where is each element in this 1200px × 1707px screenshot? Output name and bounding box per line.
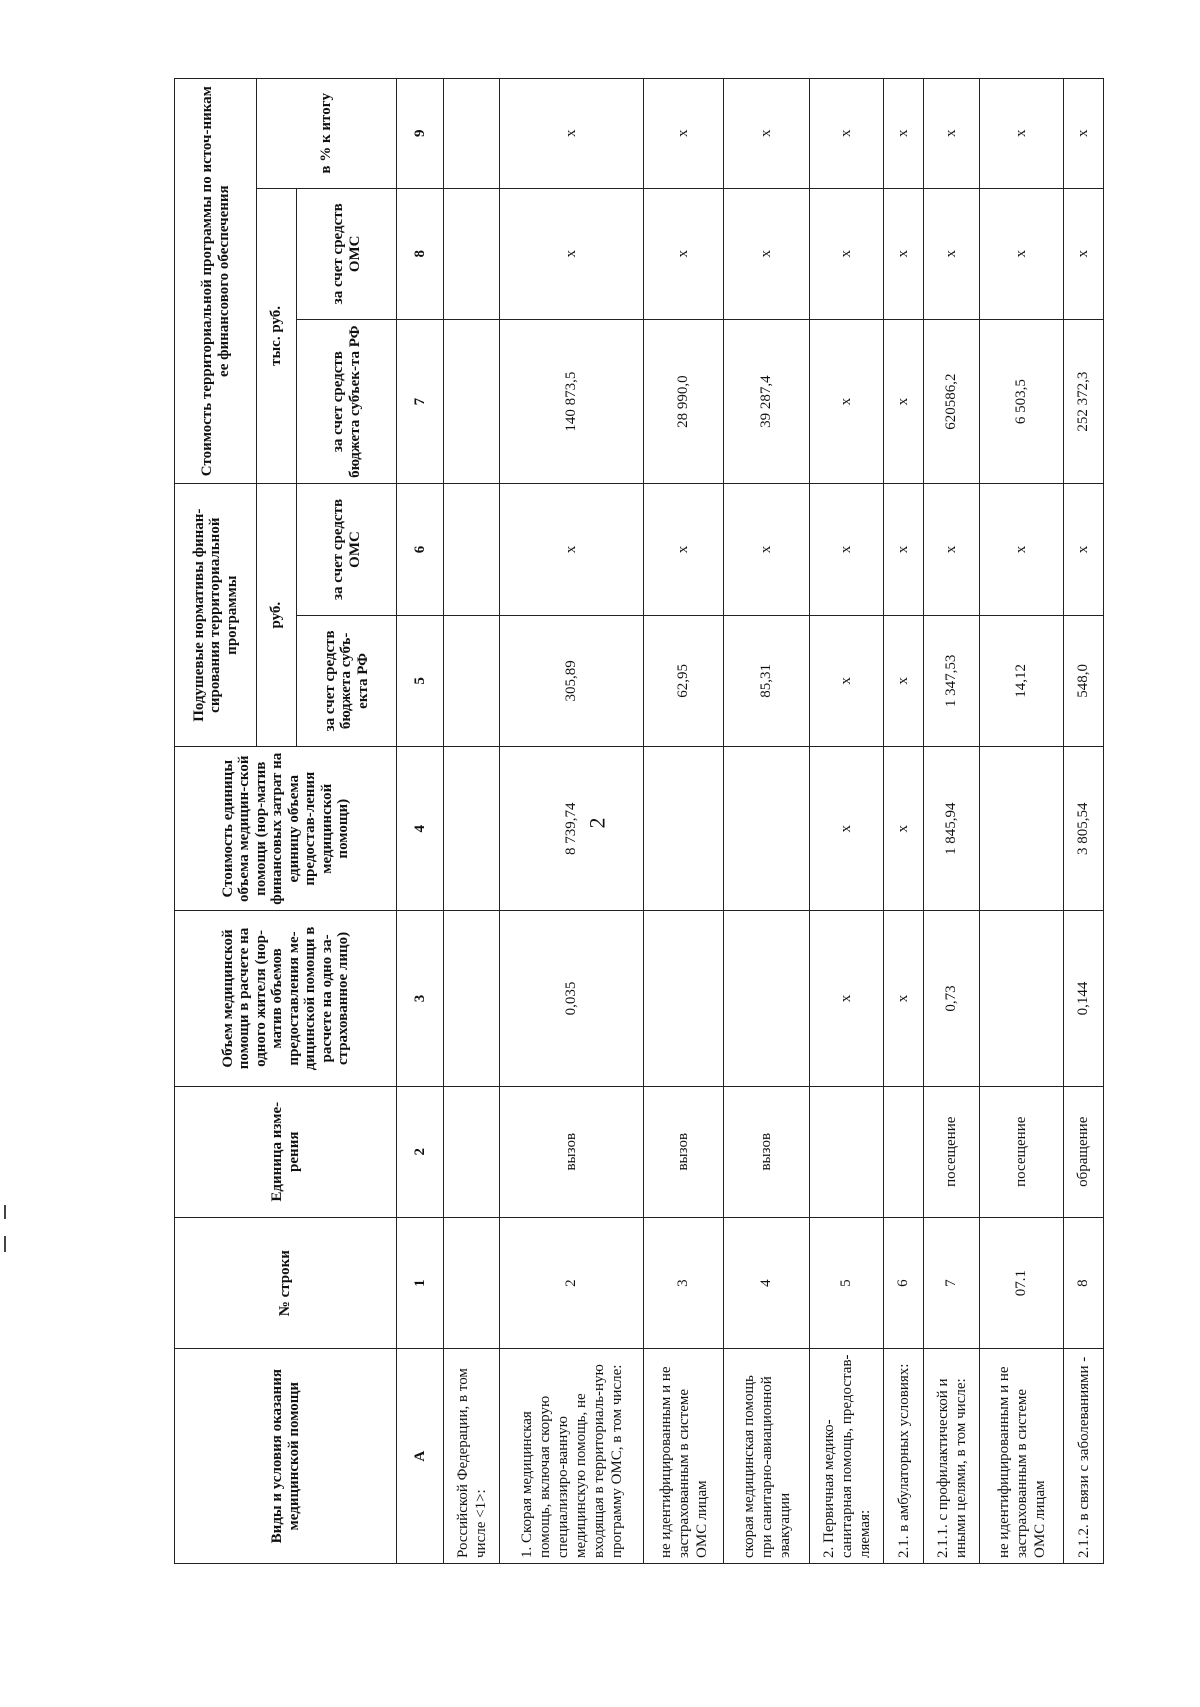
unit-cost-cell: х: [884, 747, 924, 911]
volume-cell: 0,144: [1064, 911, 1104, 1086]
header-col-6: за счет средств ОМС: [297, 484, 397, 615]
table-row: [644, 79, 724, 1564]
percent-cell: х: [500, 79, 644, 189]
unit-cell: посещение: [924, 1086, 980, 1217]
cost-budget-cell: 140 873,5: [500, 320, 644, 484]
volume-cell: [444, 911, 500, 1086]
row-label: 2.1. в амбулаторных условиях:: [884, 1349, 924, 1564]
column-number: 3: [397, 911, 444, 1086]
norm-oms-cell: [444, 484, 500, 615]
row-label: не идентифицированным и не застрахованным в системе ОМС лицам: [644, 1349, 724, 1564]
unit-cell: вызов: [724, 1086, 810, 1217]
percent-cell: х: [924, 79, 980, 189]
percent-cell: х: [724, 79, 810, 189]
unit-cost-cell: 1 845,94: [924, 747, 980, 911]
unit-cost-cell: х: [810, 747, 884, 911]
header-col-2: Единица изме-рения: [175, 1086, 397, 1217]
norm-budget-cell: 62,95: [644, 615, 724, 746]
row-number: 3: [644, 1217, 724, 1348]
row-label: 2.1.2. в связи с заболеваниями -: [1064, 1349, 1104, 1564]
row-number: 6: [884, 1217, 924, 1348]
unit-cost-cell: [644, 747, 724, 911]
cost-oms-cell: х: [884, 188, 924, 319]
unit-cost-cell: 8 739,74: [500, 747, 644, 911]
unit-cost-cell: [980, 747, 1064, 911]
page-number: 2: [584, 817, 610, 829]
margin-mark: [4, 1205, 6, 1219]
header-col-a: Виды и условия оказания медицинской помощи: [175, 1349, 397, 1564]
cost-budget-cell: [444, 320, 500, 484]
column-number-row: [397, 79, 444, 1564]
cost-budget-cell: 620586,2: [924, 320, 980, 484]
volume-cell: [724, 911, 810, 1086]
norm-oms-cell: х: [924, 484, 980, 615]
header-col-5: за счет средств бюджета субъ-екта РФ: [297, 615, 397, 746]
row-label: скорая медицинская помощь при санитарно-авиационной эвакуации: [724, 1349, 810, 1564]
norm-budget-cell: [444, 615, 500, 746]
cost-budget-cell: 252 372,3: [1064, 320, 1104, 484]
header-col-8: за счет средств ОМС: [297, 188, 397, 319]
percent-cell: х: [884, 79, 924, 189]
cost-budget-cell: 28 990,0: [644, 320, 724, 484]
row-number: 7: [924, 1217, 980, 1348]
row-number: [444, 1217, 500, 1348]
table-row: [724, 79, 810, 1564]
row-number: 2: [500, 1217, 644, 1348]
unit-cost-cell: [444, 747, 500, 911]
row-number: 8: [1064, 1217, 1104, 1348]
percent-cell: х: [980, 79, 1064, 189]
cost-budget-cell: 39 287,4: [724, 320, 810, 484]
cost-oms-cell: х: [644, 188, 724, 319]
row-label: 2. Первичная медико-санитарная помощь, предостав-ляемая:: [810, 1349, 884, 1564]
table-row: [884, 79, 924, 1564]
margin-mark: [4, 1236, 6, 1252]
volume-cell: х: [884, 911, 924, 1086]
unit-cell: [810, 1086, 884, 1217]
norm-budget-cell: х: [884, 615, 924, 746]
cost-budget-cell: х: [884, 320, 924, 484]
percent-cell: х: [1064, 79, 1104, 189]
cost-oms-cell: х: [1064, 188, 1104, 319]
table-row: [444, 79, 500, 1564]
volume-cell: [980, 911, 1064, 1086]
norm-oms-cell: х: [500, 484, 644, 615]
volume-cell: [644, 911, 724, 1086]
cost-oms-cell: х: [500, 188, 644, 319]
norm-budget-cell: 1 347,53: [924, 615, 980, 746]
unit-cell: [444, 1086, 500, 1217]
cost-oms-cell: [444, 188, 500, 319]
cost-oms-cell: х: [810, 188, 884, 319]
cost-budget-cell: х: [810, 320, 884, 484]
percent-cell: х: [644, 79, 724, 189]
cost-oms-cell: х: [980, 188, 1064, 319]
cost-oms-cell: х: [924, 188, 980, 319]
header-norms-unit: руб.: [257, 484, 297, 747]
column-number: 5: [397, 615, 444, 746]
row-label: не идентифицированным и не застрахованным в системе ОМС лицам: [980, 1349, 1064, 1564]
table-row: [1064, 79, 1104, 1564]
norm-oms-cell: х: [810, 484, 884, 615]
volume-cell: 0,73: [924, 911, 980, 1086]
column-number: 7: [397, 320, 444, 484]
norm-budget-cell: х: [810, 615, 884, 746]
norm-oms-cell: х: [1064, 484, 1104, 615]
header-cost-unit: тыс. руб.: [257, 188, 297, 484]
norm-budget-cell: 14,12: [980, 615, 1064, 746]
column-number: 8: [397, 188, 444, 319]
table-row: [924, 79, 980, 1564]
row-label: 2.1.1. с профилактической и иными целями, в том числе:: [924, 1349, 980, 1564]
cost-oms-cell: х: [724, 188, 810, 319]
percent-cell: [444, 79, 500, 189]
percent-cell: х: [810, 79, 884, 189]
document-table: [174, 78, 1098, 1564]
cost-budget-cell: 6 503,5: [980, 320, 1064, 484]
unit-cell: обращение: [1064, 1086, 1104, 1217]
row-label: 1. Скорая медицинская помощь, включая скорую специализиро-ванную медицинскую помощь, не входящая в территориаль-ную программу ОМС, в том числе:: [500, 1349, 644, 1564]
volume-cell: х: [810, 911, 884, 1086]
unit-cost-cell: [724, 747, 810, 911]
header-col-9: в % к итогу: [257, 79, 397, 189]
column-number: А: [397, 1349, 444, 1564]
unit-cell: вызов: [500, 1086, 644, 1217]
header-col-1: № строки: [175, 1217, 397, 1348]
column-number: 6: [397, 484, 444, 615]
row-number: 4: [724, 1217, 810, 1348]
unit-cell: вызов: [644, 1086, 724, 1217]
norm-budget-cell: 548,0: [1064, 615, 1104, 746]
norm-budget-cell: 85,31: [724, 615, 810, 746]
norm-oms-cell: х: [980, 484, 1064, 615]
column-number: 9: [397, 79, 444, 189]
row-number: 5: [810, 1217, 884, 1348]
header-col-3: Объем медицинской помощи в расчете на одного жителя (нор-матив объемов предоставления ме-дицинской помощи в расчете на одно за-страхованное лицо): [175, 911, 397, 1086]
rates-table: [174, 78, 1104, 1564]
header-col-4: Стоимость единицы объема медицин-ской помощи (нор-матив финансовых затрат на единицу объема предостав-ления медицинской помощи): [175, 747, 397, 911]
column-number: 4: [397, 747, 444, 911]
norm-budget-cell: 305,89: [500, 615, 644, 746]
table-row: [500, 79, 644, 1564]
table-row: [980, 79, 1064, 1564]
norm-oms-cell: х: [724, 484, 810, 615]
header-group-norms: Подушевые нормативы финан-сирования территориальной программы: [175, 484, 257, 747]
column-number: 1: [397, 1217, 444, 1348]
volume-cell: 0,035: [500, 911, 644, 1086]
row-label: Российской Федерации, в том числе <1>:: [444, 1349, 500, 1564]
header-group-cost: Стоимость территориальной программы по источ-никам ее финансового обеспечения: [175, 79, 257, 484]
unit-cell: [884, 1086, 924, 1217]
header-col-7: за счет средств бюджета субъек-та РФ: [297, 320, 397, 484]
unit-cell: посещение: [980, 1086, 1064, 1217]
row-number: 07.1: [980, 1217, 1064, 1348]
unit-cost-cell: 3 805,54: [1064, 747, 1104, 911]
norm-oms-cell: х: [884, 484, 924, 615]
table-row: [810, 79, 884, 1564]
column-number: 2: [397, 1086, 444, 1217]
norm-oms-cell: х: [644, 484, 724, 615]
